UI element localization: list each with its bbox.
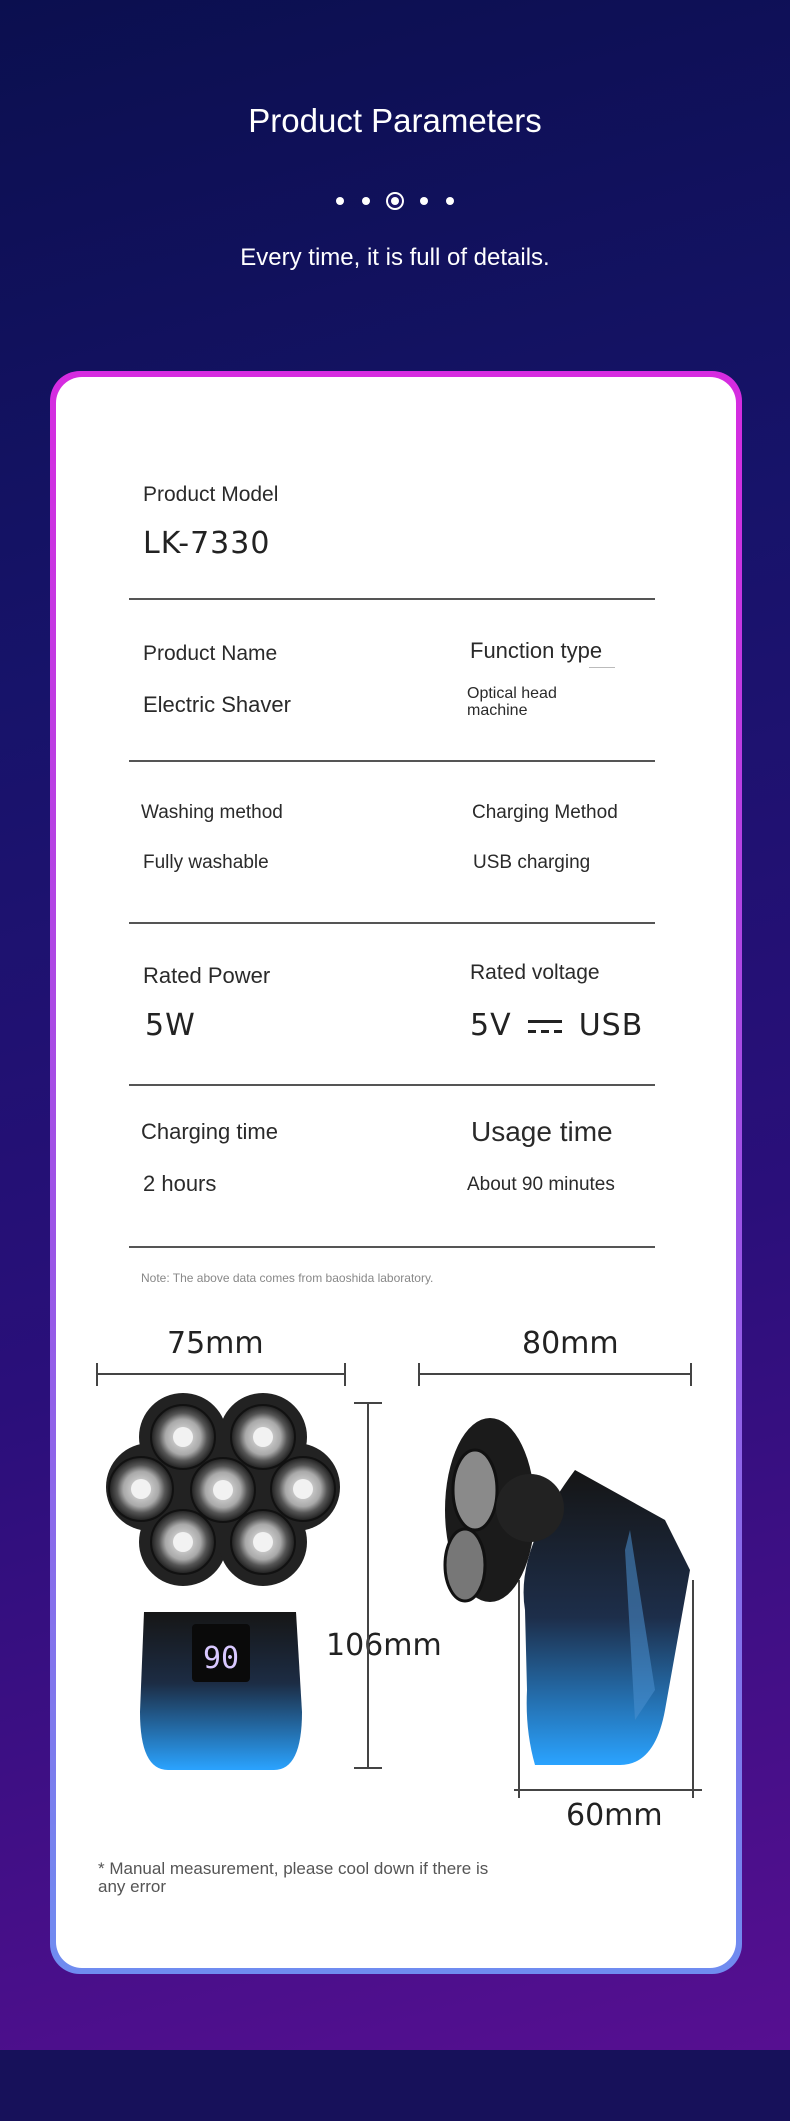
side-width-dimension: 80mm xyxy=(522,1326,619,1361)
usage-time-value: About 90 minutes xyxy=(467,1174,615,1195)
underline-decoration xyxy=(589,667,615,668)
page-subtitle: Every time, it is full of details. xyxy=(240,244,550,271)
dot-indicator-active[interactable] xyxy=(391,197,399,205)
shaver-side-illustration xyxy=(415,1390,705,1770)
charging-time-label: Charging time xyxy=(141,1119,278,1144)
page-title: Product Parameters xyxy=(248,102,542,139)
rated-voltage-label: Rated voltage xyxy=(470,961,600,984)
function-type-value-line2: machine xyxy=(467,702,528,719)
bottom-band xyxy=(0,2050,790,2121)
dot-indicator[interactable] xyxy=(336,197,344,205)
divider xyxy=(129,760,655,762)
base-depth-dimension: 60mm xyxy=(566,1798,663,1833)
voltage-number: 5V xyxy=(470,1008,512,1043)
charging-method-label: Charging Method xyxy=(472,802,618,823)
height-dimension: 106mm xyxy=(326,1628,442,1663)
product-model-label: Product Model xyxy=(143,483,279,506)
divider xyxy=(129,1084,655,1086)
divider xyxy=(129,922,655,924)
dc-symbol-icon xyxy=(528,1017,562,1037)
function-type-value-line1: Optical head xyxy=(467,685,557,702)
pagination-dots xyxy=(0,192,790,210)
washing-method-label: Washing method xyxy=(141,802,283,823)
dot-indicator[interactable] xyxy=(420,197,428,205)
product-model-value: LK-7330 xyxy=(143,526,271,561)
divider xyxy=(129,1246,655,1248)
rated-power-label: Rated Power xyxy=(143,963,271,988)
front-width-dimension: 75mm xyxy=(167,1326,264,1361)
shaver-front-illustration xyxy=(88,1392,358,1772)
charging-time-value: 2 hours xyxy=(143,1171,217,1196)
dot-indicator[interactable] xyxy=(446,197,454,205)
measurement-footnote: * Manual measurement, please cool down if there is any error xyxy=(98,1859,489,1896)
usage-time-label: Usage time xyxy=(471,1116,613,1147)
divider xyxy=(129,598,655,600)
display-reading: 90 xyxy=(202,1641,240,1676)
rated-power-value: 5W xyxy=(145,1008,196,1043)
charging-method-value: USB charging xyxy=(473,852,591,873)
lab-note: Note: The above data comes from baoshida laboratory. xyxy=(141,1271,434,1285)
voltage-usb-text: USB xyxy=(578,1008,644,1043)
dot-indicator[interactable] xyxy=(362,197,370,205)
product-name-value: Electric Shaver xyxy=(143,692,291,717)
rated-voltage-value xyxy=(470,1008,643,1043)
function-type-label: Function type xyxy=(470,638,603,663)
washing-method-value: Fully washable xyxy=(143,852,269,873)
product-name-label: Product Name xyxy=(143,642,278,665)
